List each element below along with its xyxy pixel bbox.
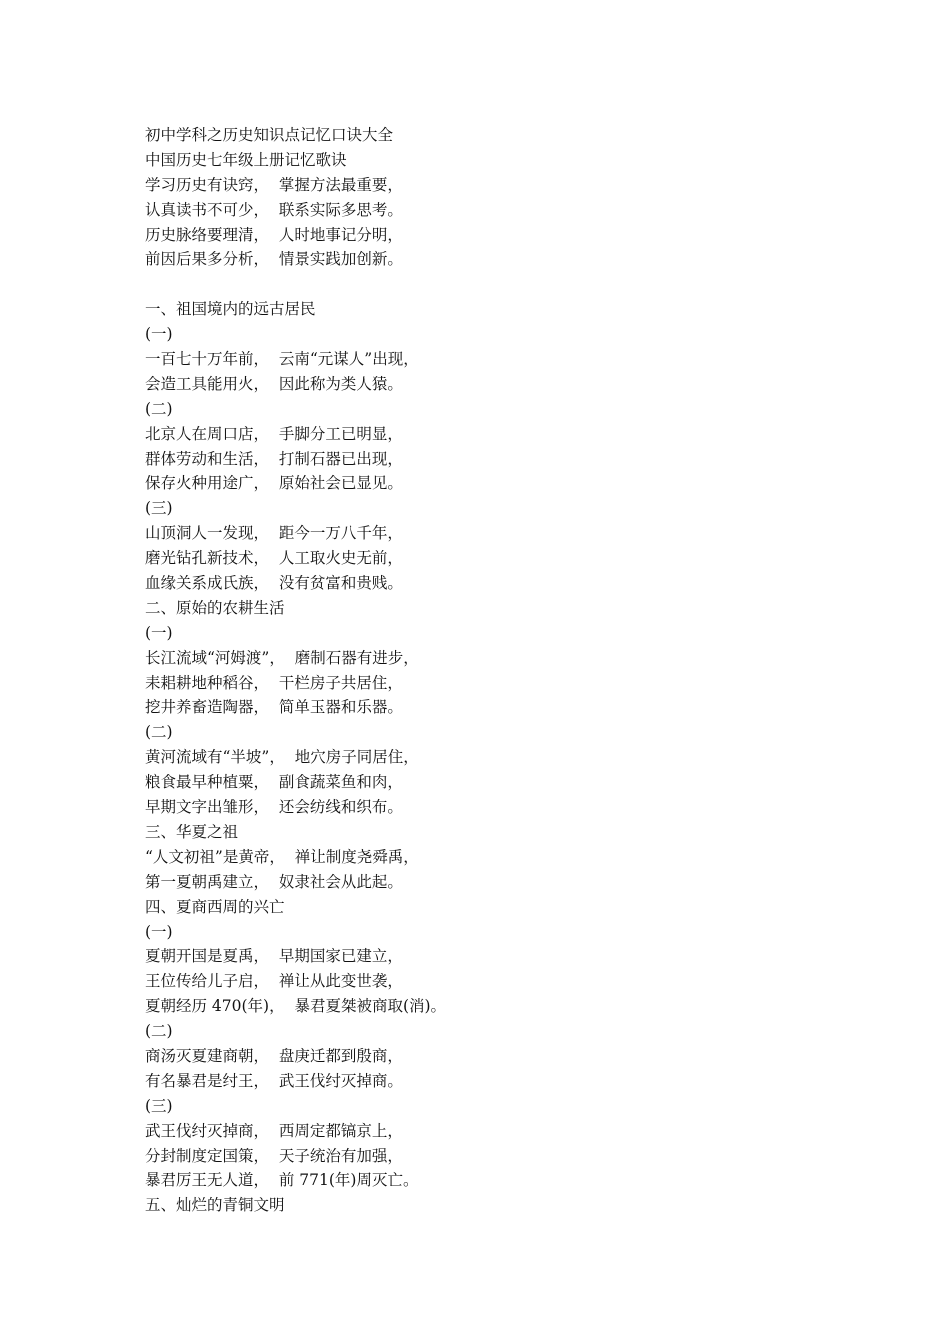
subsection-marker: (二) [145, 399, 173, 418]
verse-line: 武王伐纣灭掉商， 西周定都镐京上， [145, 1121, 403, 1140]
verse-line: 群体劳动和生活， 打制石器已出现， [145, 449, 403, 468]
section-heading: 五、灿烂的青铜文明 [145, 1196, 285, 1215]
verse-line: 夏朝经历 470(年)， 暴君夏桀被商取(消)。 [145, 997, 447, 1016]
section-heading: 三、华夏之祖 [145, 822, 239, 841]
verse-line: 磨光钻孔新技术， 人工取火史无前， [145, 549, 403, 568]
section-heading: 四、夏商西周的兴亡 [145, 897, 285, 916]
intro-line: 前因后果多分析， 情景实践加创新。 [145, 250, 403, 269]
subsection-marker: (三) [145, 1096, 173, 1115]
verse-line: 会造工具能用火， 因此称为类人猿。 [145, 374, 403, 393]
subsection-marker: (一) [145, 623, 173, 642]
paragraph-spacer [145, 272, 865, 297]
subsection-marker: (一) [145, 922, 173, 941]
verse-line: 有名暴君是纣王， 武王伐纣灭掉商。 [145, 1071, 403, 1090]
verse-line: 夏朝开国是夏禹， 早期国家已建立， [145, 947, 403, 966]
verse-line: 山顶洞人一发现， 距今一万八千年， [145, 524, 403, 543]
verse-line: 黄河流域有“半坡”， 地穴房子同居住， [145, 748, 419, 767]
subsection-marker: (二) [145, 723, 173, 742]
verse-line: 第一夏朝禹建立， 奴隶社会从此起。 [145, 872, 403, 891]
verse-line: 耒耜耕地种稻谷， 干栏房子共居住， [145, 673, 403, 692]
verse-line: 北京人在周口店， 手脚分工已明显， [145, 424, 403, 443]
document-subtitle: 中国历史七年级上册记忆歌诀 [145, 150, 347, 169]
section-heading: 一、祖国境内的远古居民 [145, 300, 316, 319]
verse-line: 暴君厉王无人道， 前 771(年)周灭亡。 [145, 1171, 419, 1190]
intro-line: 学习历史有诀窍， 掌握方法最重要， [145, 175, 403, 194]
verse-line: 分封制度定国策， 天子统治有加强， [145, 1146, 403, 1165]
subsection-marker: (一) [145, 325, 173, 344]
section-heading: 二、原始的农耕生活 [145, 598, 285, 617]
verse-line: 早期文字出雏形， 还会纺线和织布。 [145, 798, 403, 817]
verse-line: 一百七十万年前， 云南“元谋人”出现， [145, 350, 419, 369]
intro-line: 历史脉络要理清， 人时地事记分明， [145, 225, 403, 244]
verse-line: 粮食最早种植粟， 副食蔬菜鱼和肉， [145, 773, 403, 792]
verse-line: 商汤灭夏建商朝， 盘庚迁都到殷商， [145, 1046, 403, 1065]
verse-line: “人文初祖”是黄帝， 禅让制度尧舜禹， [145, 847, 419, 866]
document-text [145, 123, 865, 1218]
verse-line: 血缘关系成氏族， 没有贫富和贵贱。 [145, 574, 403, 593]
intro-line: 认真读书不可少， 联系实际多思考。 [145, 200, 403, 219]
verse-line: 保存火种用途广， 原始社会已显见。 [145, 474, 403, 493]
verse-line: 长江流域“河姆渡”， 磨制石器有进步， [145, 648, 419, 667]
document-title: 初中学科之历史知识点记忆口诀大全 [145, 126, 394, 144]
subsection-marker: (三) [145, 499, 173, 518]
verse-line: 王位传给儿子启， 禅让从此变世袭， [145, 972, 403, 991]
verse-line: 挖井养畜造陶器， 简单玉器和乐器。 [145, 698, 403, 717]
subsection-marker: (二) [145, 1022, 173, 1041]
